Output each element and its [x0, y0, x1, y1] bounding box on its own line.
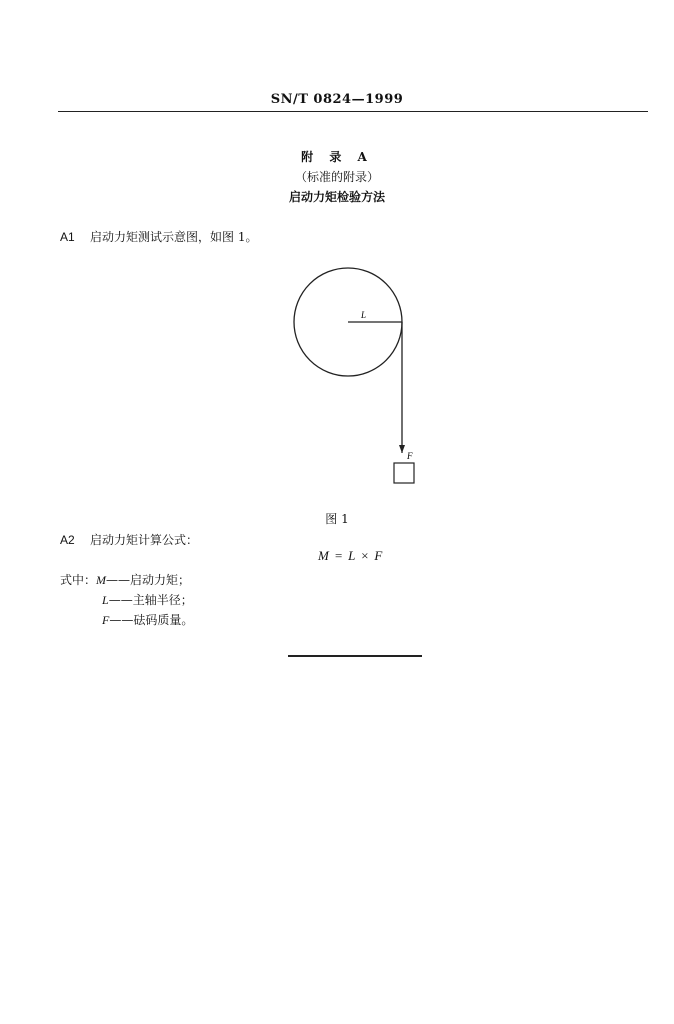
definition-text: ——启动力矩；: [106, 573, 191, 587]
section-a1-number: A1: [60, 230, 75, 244]
torque-diagram: [280, 255, 440, 490]
definition-prefix: 式中：: [60, 573, 97, 587]
definition-row-f: [102, 611, 193, 628]
radius-label: L: [361, 310, 367, 320]
definition-symbol: L: [102, 593, 109, 607]
force-label: F: [407, 451, 413, 461]
standard-code: SN/T 0824—1999: [270, 92, 404, 107]
force-arrow: [399, 445, 405, 453]
section-a1: [60, 228, 257, 245]
definition-symbol: F: [102, 613, 110, 627]
definition-symbol: M: [96, 573, 107, 587]
section-a2-text: 启动力矩计算公式：: [90, 533, 199, 547]
section-a2: [60, 531, 198, 548]
header-rule: [58, 111, 648, 112]
figure-caption: 图 1: [325, 512, 349, 526]
appendix-title: 附 录 A: [301, 150, 373, 164]
section-a2-number: A2: [60, 533, 75, 547]
definition-text: ——主轴半径；: [108, 593, 193, 607]
torque-formula: M = L × F: [318, 548, 384, 563]
appendix-heading: 启动力矩检验方法: [288, 190, 385, 204]
section-a1-text: 启动力矩测试示意图，如图 1。: [90, 230, 258, 244]
definition-text: ——砝码质量。: [109, 613, 194, 627]
definition-row-m: [60, 571, 190, 588]
definition-row-l: [102, 591, 193, 608]
appendix-subtitle: （标准的附录）: [294, 170, 379, 184]
weight-block: [394, 463, 414, 483]
end-rule: [288, 655, 422, 657]
